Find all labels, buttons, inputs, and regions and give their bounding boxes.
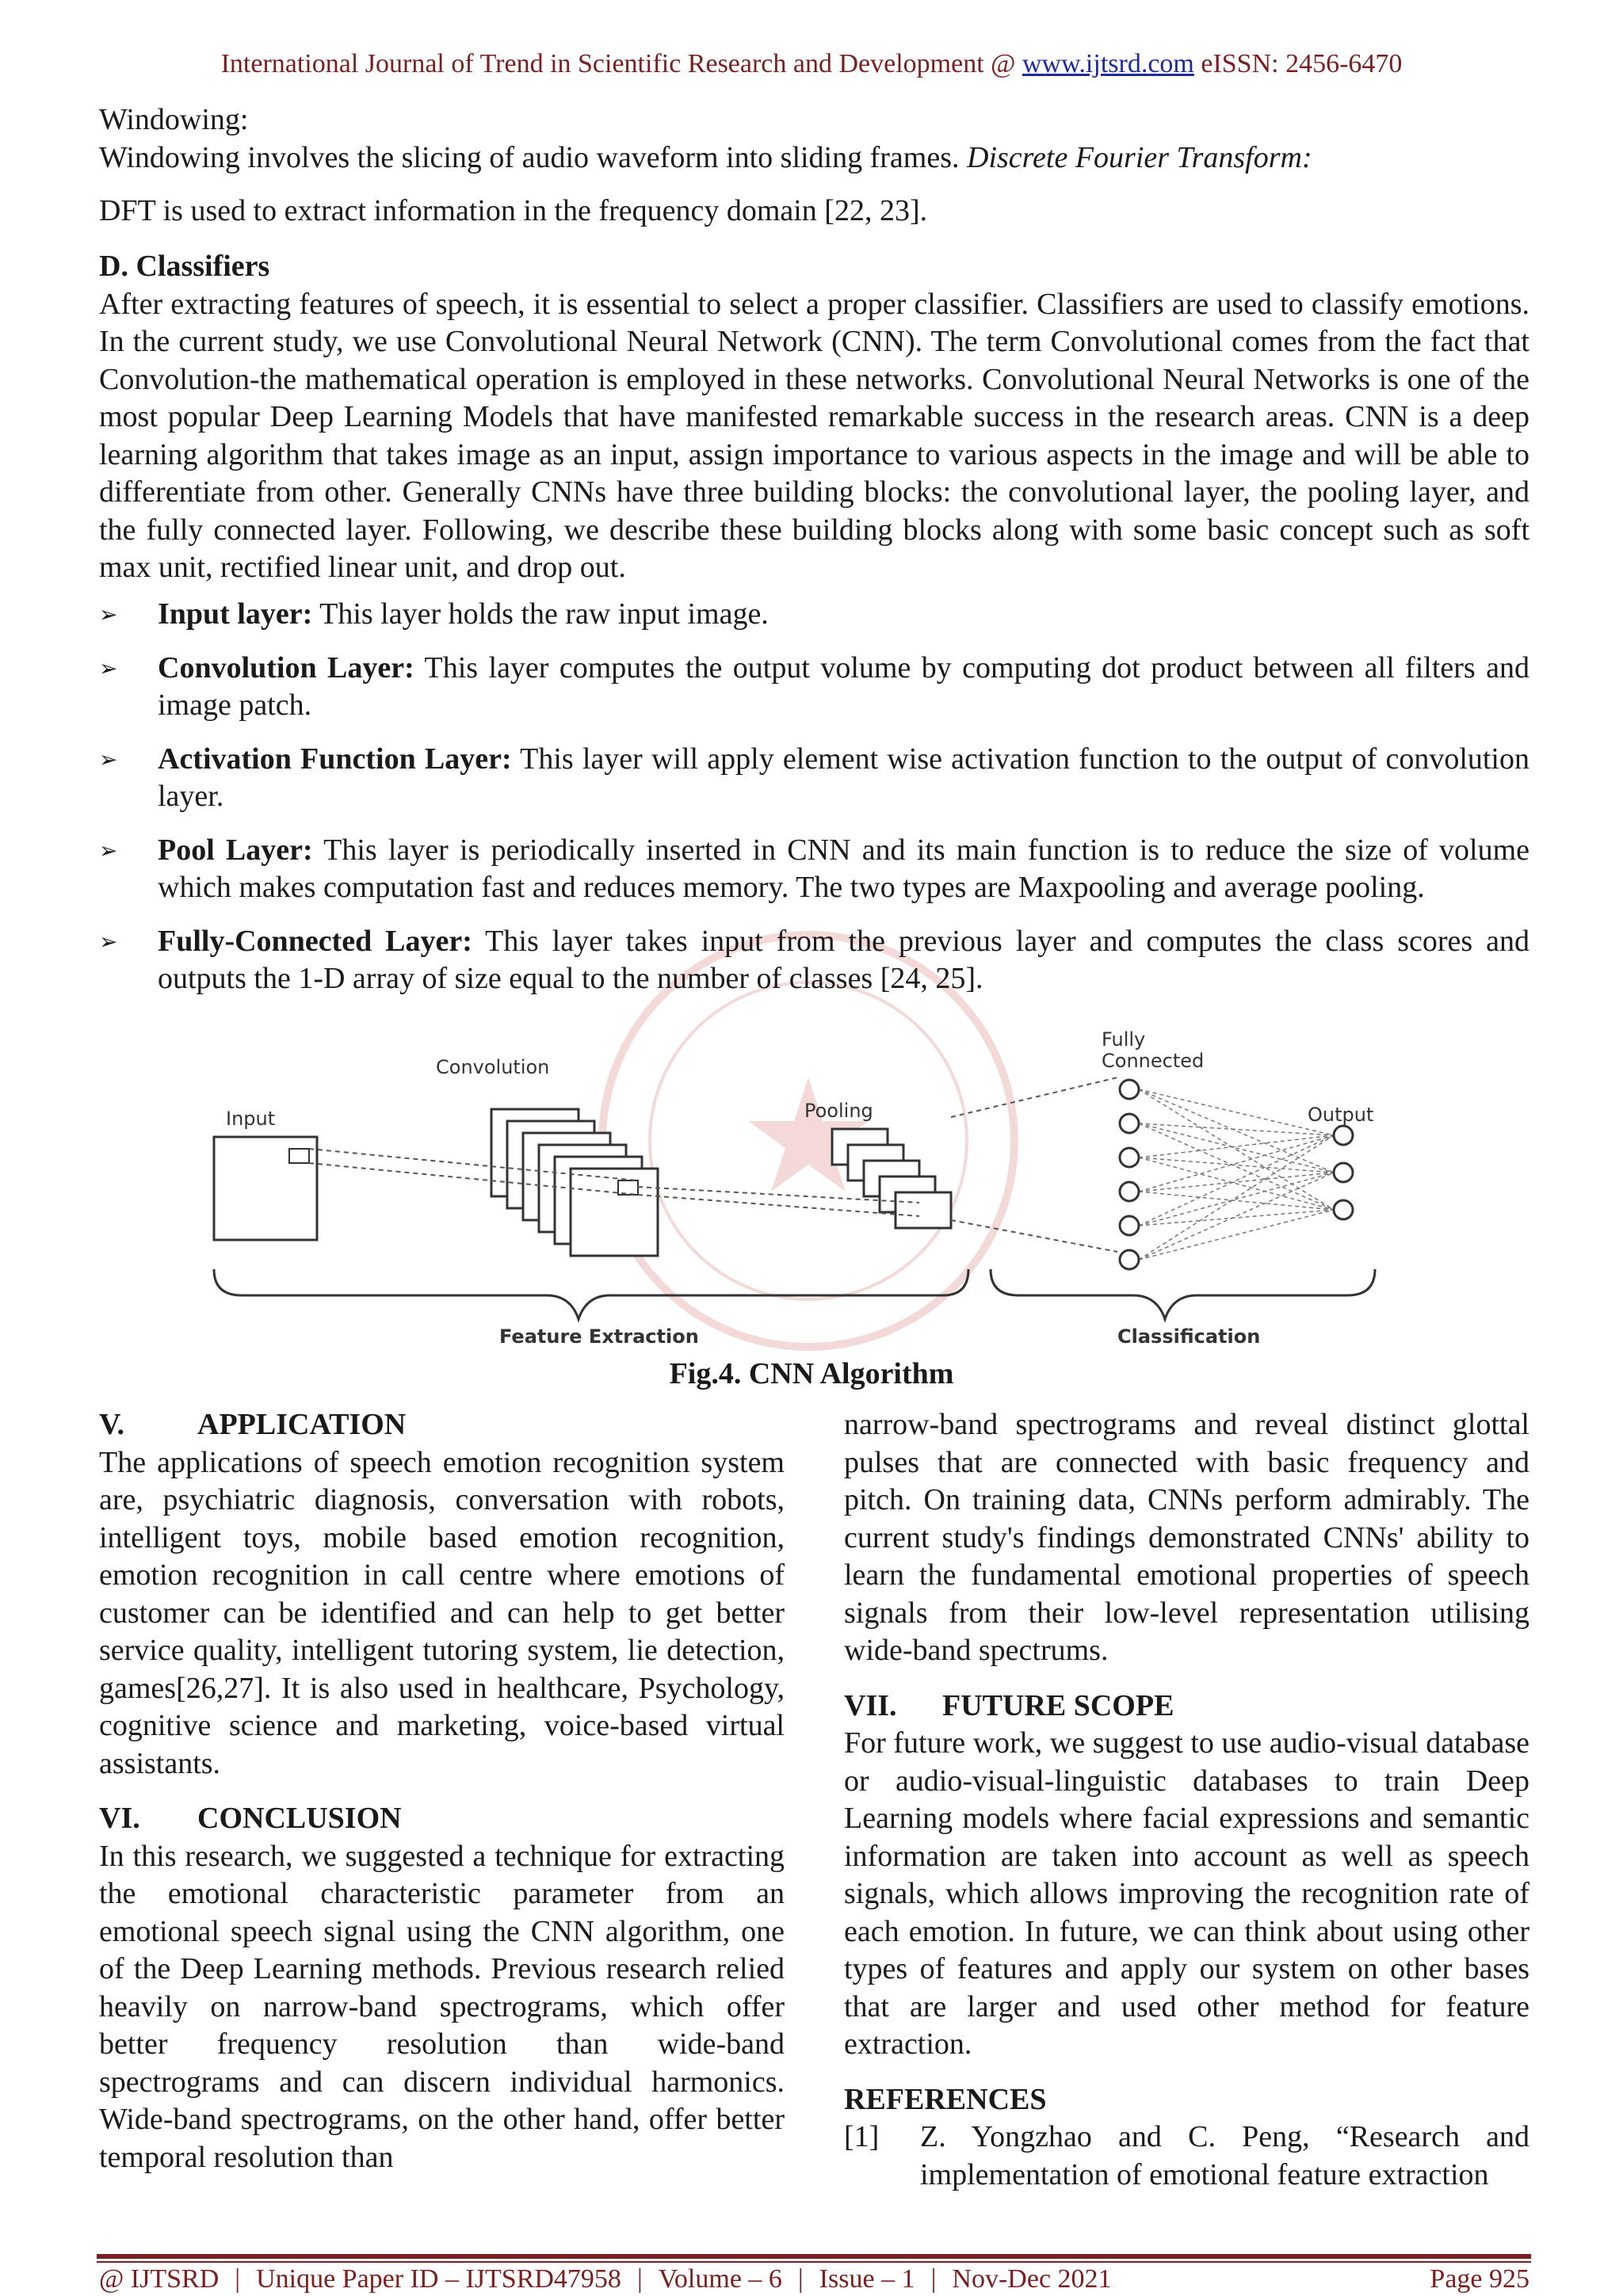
pooling-label: Pooling [804,1100,873,1122]
conclusion-text: In this research, we suggested a technique for extracting the emotional characteristic parameter from an emotional speech signal using the CNN algorithm, one of the Deep Learning methods. Previous research relied heavily on narrow-band spectrograms, which offer better frequency resolution than wide-band spectrograms and can discern individual harmonics. Wide-band spectrograms, on the other hand, offer better temporal resolution than [99,1839,785,2174]
list-item [99,741,1529,816]
arrow-bullet-icon: ➢ [99,746,118,772]
footer-rule-thin [97,2261,1531,2263]
layer-name: Input layer: [158,597,313,631]
classifiers-paragraph: After extracting features of speech, it is essential to select a proper classifier. Classifiers are used to classify emotions. In the current study, we use Convolutional Neural Network (CNN). The term Convolutional comes from the fact that Convolution-the mathematical operation is employed in these networks. Convolutional Neural Networks is one of the most popular Deep Learning Models that have manifested remarkable success in the research areas. CNN is a deep learning algorithm that takes image as an input, assign importance to various aspects in the image and will be able to differentiate from other. Generally CNNs have three building blocks: the convolutional layer, the pooling layer, and the fully connected layer. Following, we describe these building blocks along with some basic concept such as soft max unit, rectified linear unit, and drop out. [99,287,1529,584]
references-heading: REFERENCES [844,2082,1047,2116]
windowing-line [99,139,1529,177]
input-label: Input [226,1108,276,1130]
eissn: eISSN: 2456-6470 [1201,49,1403,78]
fully-label: Fully [1102,1028,1146,1051]
layer-description: This layer computes the output volume by computing dot product between all filters and image patch. [158,650,1529,722]
classifiers-section [99,248,1529,587]
windowing-block [99,101,1529,177]
fc-neuron [1120,1182,1139,1201]
conclusion-heading [99,1800,785,1838]
layer-description: This layer is periodically inserted in CNN and its main function is to reduce the size of volume which makes computation fast and reduces memory. The two types are Maxpooling and average pooling. [158,833,1529,904]
fc-connection [1139,1089,1334,1210]
reference-number: [1] [844,2120,880,2153]
arrow-bullet-icon: ➢ [99,601,118,627]
layer-list [99,596,1529,1014]
input-patch [289,1149,309,1163]
layer-description: This layer holds the raw input image. [312,597,769,631]
fc-connection [1139,1173,1334,1192]
layer-name: Fully-Connected Layer: [158,924,472,958]
fc-neuron [1120,1250,1139,1269]
list-item [99,832,1529,907]
figure-caption: Fig.4. CNN Algorithm [669,1357,954,1390]
dft-text: DFT is used to extract information in the frequency domain [22, 23]. [99,194,928,227]
feature-extraction-brace [214,1269,968,1319]
reference-text: Z. Yongzhao and C. Peng, “Research and implementation of emotional feature extraction [920,2120,1529,2191]
section-number: VII. [844,1688,897,1722]
conv-patch [618,1180,638,1195]
layer-name: Pool Layer: [158,833,313,867]
layer-description: This layer will apply element wise activation function to the output of convolution layer. [158,742,1529,813]
classifiers-heading: D. Classifiers [99,250,270,283]
section-number: VI. [99,1802,140,1835]
convolution-label: Convolution [436,1056,550,1078]
layer-description: This layer takes input from the previous layer and computes the class scores and outputs the 1-D array of size equal to the number of classes [24, 25]. [158,924,1529,995]
fc-neuron [1120,1216,1139,1235]
windowing-text: Windowing involves the slicing of audio waveform into sliding frames. [99,140,960,174]
arrow-bullet-icon: ➢ [99,928,118,955]
footer-issue: Issue – 1 [819,2264,915,2294]
classification-brace [991,1269,1375,1319]
classification-label: Classification [1117,1325,1261,1348]
section-number: V. [99,1408,125,1441]
list-item [99,923,1529,998]
right-column [844,1406,1529,2194]
section-title: APPLICATION [197,1408,407,1441]
list-item [99,650,1529,725]
future-scope-text: For future work, we suggest to use audio-visual database or audio-visual-linguistic databases to train Deep Learning models where facial expressions and semantic information are taken into account as well as speech signals, which allows improving the recognition rate of each emotion. In future, we can think about using other types of features and apply our system on other bases that are larger and used other method for feature extraction. [844,1726,1529,2061]
reference-item [844,2119,1529,2194]
footer-paper-id: Unique Paper ID – IJTSRD47958 [256,2264,621,2294]
running-footer [99,2264,1529,2294]
fc-connection [1139,1192,1334,1210]
layer-name: Activation Function Layer: [158,742,512,776]
fc-connection [1139,1173,1334,1260]
output-label: Output [1308,1104,1374,1126]
connected-label: Connected [1102,1050,1205,1072]
fc-connection [1139,1123,1334,1135]
application-heading [99,1406,785,1444]
fc-neuron [1120,1114,1139,1133]
footer-volume: Volume – 6 [658,2264,782,2294]
footer-left: @ IJTSRD | Unique Paper ID – IJTSRD47958 | Volume – 6 | Issue – 1 | Nov-Dec 2021 [99,2264,1112,2294]
feature-extraction-label: Feature Extraction [499,1325,699,1348]
journal-url-link[interactable]: www.ijtsrd.com [1022,49,1194,78]
output-neuron [1334,1200,1353,1219]
windowing-title: Windowing: [99,103,249,136]
conclusion-continued: narrow-band spectrograms and reveal distinct glottal pulses that are connected with basic frequency and pitch. On training data, CNNs perform admirably. The current study's findings demonstrated CNNs' ability to learn the fundamental emotional properties of speech signals from their low-level representation utilising wide-band spectrums. [844,1408,1529,1667]
running-header [0,49,1623,79]
footer-date: Nov-Dec 2021 [952,2264,1112,2294]
fc-neuron [1120,1080,1139,1099]
layer-name: Convolution Layer: [158,650,414,685]
output-neuron [1334,1163,1353,1182]
output-neuron [1334,1126,1353,1145]
pool-map [896,1192,951,1228]
dft-title: Discrete Fourier Transform: [967,140,1312,174]
left-column [99,1406,785,2176]
conv-feature-map [571,1169,658,1256]
section-title: CONCLUSION [197,1802,402,1835]
application-text: The applications of speech emotion recognition system are, psychiatric diagnosis, conversation with robots, intelligent toys, mobile based emotion recognition, emotion recognition in call centre where emotions of customer can be identified and can help to get better service quality, intelligent tutoring system, lie detection, games[26,27]. It is also used in healthcare, Psychology, cognitive science and marketing, voice-based virtual assistants. [99,1445,785,1780]
arrow-bullet-icon: ➢ [99,654,118,681]
fc-connection [1139,1089,1334,1135]
future-scope-heading [844,1688,1529,1726]
footer-rule [97,2254,1531,2259]
section-title: FUTURE SCOPE [942,1688,1174,1722]
footer-journal: @ IJTSRD [99,2264,220,2294]
journal-name: International Journal of Trend in Scientific Research and Development @ [220,49,1016,78]
arrow-bullet-icon: ➢ [99,837,118,864]
list-item [99,596,1529,634]
cnn-algorithm-diagram [206,1022,1419,1355]
page-number: Page 925 [1430,2264,1529,2294]
fc-neuron [1120,1148,1139,1167]
